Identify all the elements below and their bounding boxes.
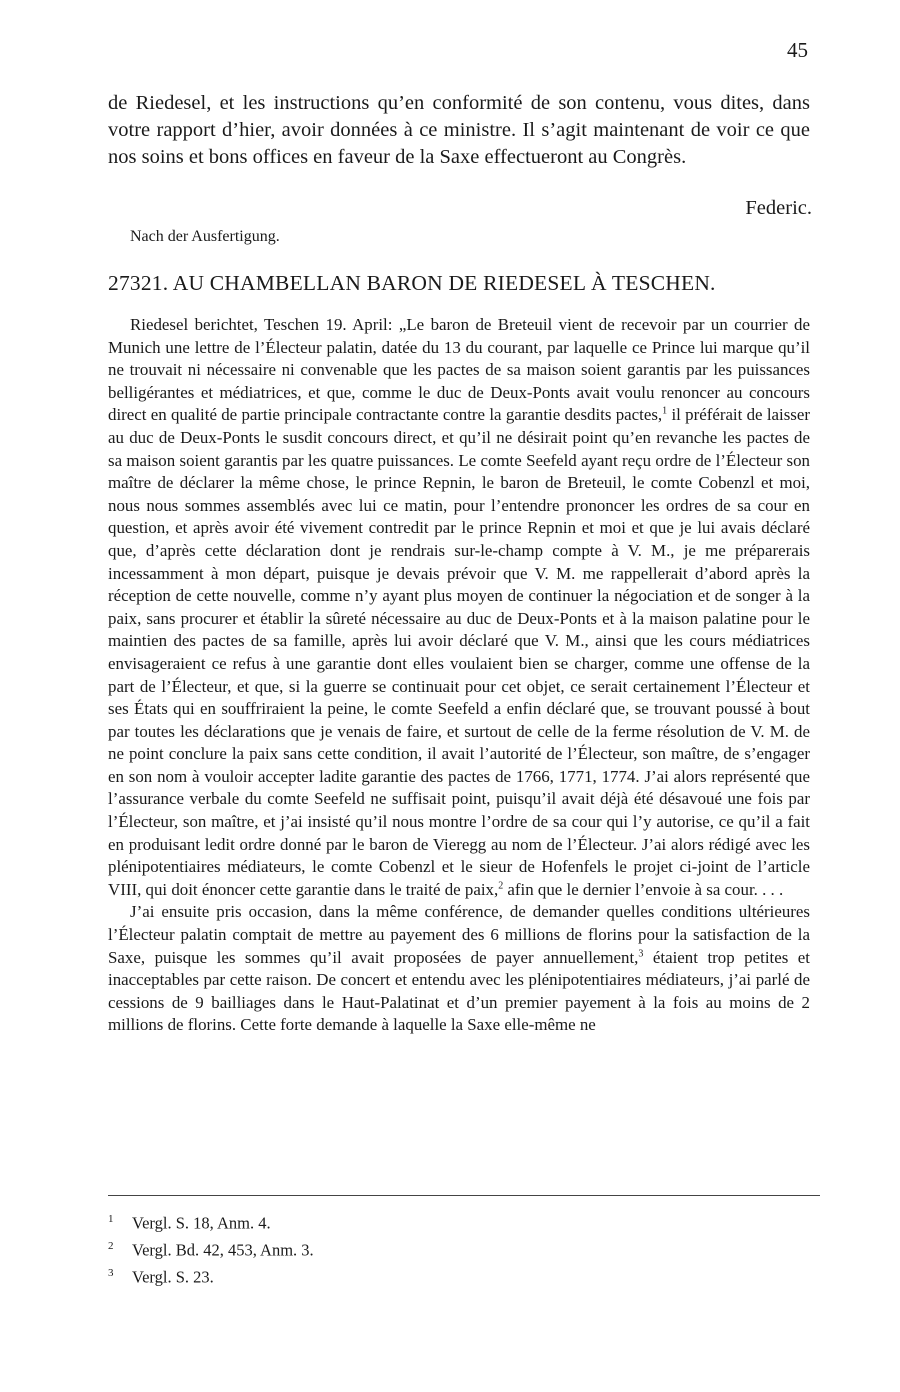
letter-body xyxy=(108,314,810,1037)
footnote-text: Vergl. S. 18, Anm. 4. xyxy=(132,1213,271,1233)
body-text-segment: il préférait de laisser au duc de Deux-Ponts le susdit concours direct, et qu’il ne désirait point qu’en revanche les pactes de sa maison soient garantis par les quatre puissances. Le comte Seefeld ayant reçu ordre de l’Électeur son maître de déclarer la même chose, le prince Repnin, le baron de Breteuil, le comte Cobenzl et moi, nous nous sommes assemblés avec lui ce matin, pour l’entendre prononcer les ordres de sa cour en question, et après avoir été vivement contredit par le prince Repnin et moi et que je lui avais déclaré que, d’après cette déclaration dont je rendrais sur-le-champ compte à V. M., je me préparerais incessamment à mon départ, puisque je devais prévoir que V. M. me rappellerait d’abord après la réception de cette nouvelle, comme n’y ayant plus moyen de continuer la négociation et de songer à la paix, sans procurer et établir la sûreté nécessaire au duc de Deux-Ponts et à la maison palatine pour le maintien des pactes de sa famille, après lui avoir déclaré que V. M., ainsi que les cours médiatrices envisageraient ce refus à une garantie dont elles voulaient bien se charger, comme une offense de la part de l’Électeur, et que, si la guerre se continuait pour cet objet, ce serait certainement l’Électeur et ses États qui en souffriraient la peine, le comte Seefeld a enfin déclaré que, se trouvant poussé à bout par toutes les déclarations que je venais de faire, et surtout de celle de la ferme résolution de V. M. de ne point conclure la paix sans cette condition, il avait l’autorité de l’Électeur, son maître, de s’engager en son nom à vouloir accepter ladite garantie des pactes de 1766, 1771, 1774. J’ai alors représenté que l’assurance verbale du comte Seefeld ne suffisait point, puisqu’il avait déjà été désavoué une fois par l’Électeur, son maître, et j’ai insisté qu’il nous montre l’ordre de sa cour qui l’y autorise, ce qu’il a fait en produisant ledit ordre donné par le baron de Vieregg au nom de l’Électeur. J’ai alors rédigé avec les plénipotentiaires médiateurs, le comte Cobenzl et le sieur de Hofenfels le projet ci-joint de l’article VIII, qui doit énoncer cette garantie dans le traité de paix, xyxy=(108,405,810,899)
body-text-segment: J’ai ensuite pris occasion, dans la même conférence, de demander quelles conditions ultérieures l’Électeur palatin comptait de mettre au payement des 6 millions de florins pour la satisfaction de la Saxe, puisque les sommes qu’il avait proposées de payer annuellement, xyxy=(108,902,810,967)
body-paragraph xyxy=(108,901,810,1037)
footnote-reference: 2 xyxy=(498,880,504,892)
footnote-reference: 3 xyxy=(638,948,644,959)
body-text-segment: étaient trop petites et inacceptables par cette raison. De concert et entendu avec les plénipotentiaires médiateurs, j’ai parlé de cessions de 9 bailliages dans le Haut-Palatinat et d’un premier payement à la fois au moins de 2 millions de florins. Cette forte demande à laquelle la Saxe elle-même ne xyxy=(108,947,810,1035)
footnote xyxy=(108,1262,314,1289)
footnote-text: Vergl. S. 23. xyxy=(132,1267,214,1287)
body-text-segment: Riedesel berichtet, Teschen 19. April: „Le baron de Breteuil vient de recevoir par un courrier de Munich une lettre de l’Électeur palatin, datée du 13 du courant, par laquelle ce Prince lui marque qu’il ne trouvait ni nécessaire ni convenable que les pactes de sa maison soient garantis par les puissances belligérantes et médiatrices, et que, comme le duc de Deux-Ponts avait voulu renoncer au concours direct en qualité de partie principale contractante contre la garantie desdits pactes, xyxy=(108,315,810,425)
body-text-segment: afin que le dernier l’envoie à sa cour. . . . xyxy=(503,879,784,899)
footnotes xyxy=(108,1208,314,1289)
letter-heading: 27321. AU CHAMBELLAN BARON DE RIEDESEL À TESCHEN. xyxy=(108,271,716,295)
page-number: 45 xyxy=(787,38,808,62)
footnote xyxy=(108,1235,314,1262)
source-note: Nach der Ausfertigung. xyxy=(130,228,280,245)
footnote-text: Vergl. Bd. 42, 453, Anm. 3. xyxy=(132,1240,314,1260)
body-paragraph xyxy=(108,314,810,901)
footnote-reference: 1 xyxy=(662,405,668,417)
signature: Federic. xyxy=(745,197,812,219)
footnote-mark: 3 xyxy=(108,1267,114,1279)
lead-paragraph: de Riedesel, et les instructions qu’en conformité de son contenu, vous dites, dans votre rapport d’hier, avoir données à ce ministre. Il s’agit maintenant de voir ce que nos soins et bons offices en faveur de la Saxe effectueront au Congrès. xyxy=(108,92,810,168)
footnote xyxy=(108,1208,314,1235)
footnote-mark: 2 xyxy=(108,1240,114,1252)
footnote-divider xyxy=(108,1195,820,1196)
footnote-mark: 1 xyxy=(108,1213,114,1225)
